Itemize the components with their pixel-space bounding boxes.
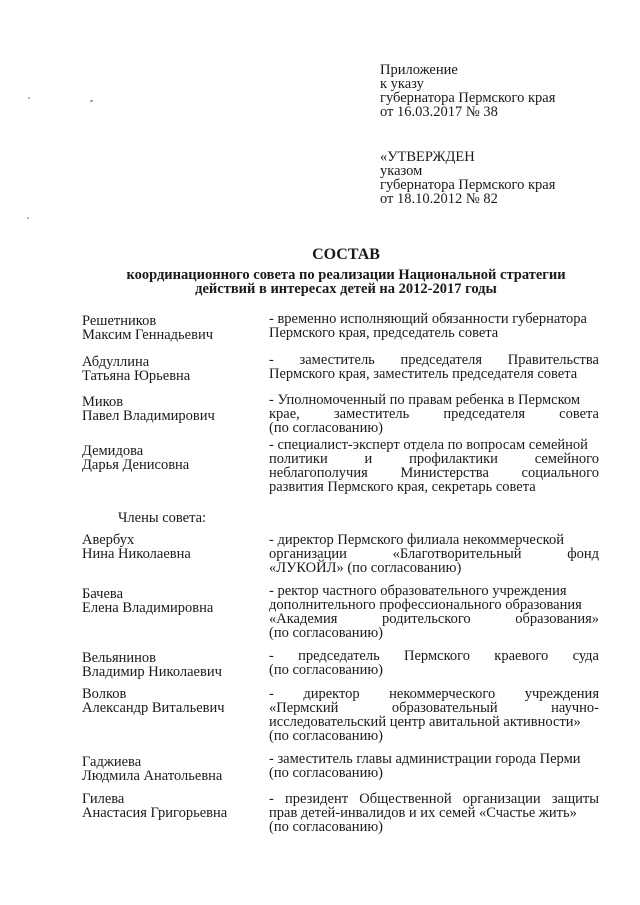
scan-speck [28,97,30,99]
person-name [82,792,227,820]
person-given-name: Дарья Денисовна [82,457,190,473]
person-role [269,649,599,677]
person-given-name: Нина Николаевна [82,546,191,562]
scan-speck [27,217,29,219]
person-name [82,444,189,472]
person-role [269,752,599,780]
person-role [269,792,599,834]
role-line: дополнительного профессионального образования [269,597,582,613]
role-line: - временно исполняющий обязанности губернатора [269,311,587,327]
document-title: СОСТАВ [312,246,380,263]
person-surname: Абдуллина [82,354,150,370]
person-given-name: Людмила Анатольевна [82,768,223,784]
person-name [82,687,225,715]
document-subtitle-line: действий в интересах детей на 2012-2017 годы [195,281,497,297]
appendix-line: к указу [380,76,424,92]
role-line: (по согласованию) [269,765,383,781]
person-given-name: Владимир Николаевич [82,664,222,680]
approved-line: «УТВЕРЖДЕН [380,149,475,165]
role-line: исследовательский центр авитальной активности» [269,714,581,730]
role-line: неблагополучия Министерства социального [269,465,599,481]
appendix-block [380,63,555,119]
role-line: (по согласованию) [269,420,383,436]
person-surname: Демидова [82,443,144,459]
role-line: - ректор частного образовательного учреждения [269,583,567,599]
appendix-line: губернатора Пермского края [380,90,556,106]
person-given-name: Павел Владимирович [82,408,215,424]
person-name [82,314,213,342]
person-surname: Авербух [82,532,135,548]
person-name [82,533,191,561]
role-line: политики и профилактики семейного [269,451,599,467]
person-surname: Вельянинов [82,650,157,666]
person-role [269,353,599,381]
person-given-name: Елена Владимировна [82,600,214,616]
role-line: (по согласованию) [269,625,383,641]
role-line: - заместитель председателя Правительства [269,352,599,368]
scan-speck [90,100,93,102]
role-line: (по согласованию) [269,819,383,835]
person-surname: Гилева [82,791,125,807]
approved-line: указом [380,163,423,179]
role-line: организации «Благотворительный фонд [269,546,599,562]
person-role [269,312,599,340]
role-line: крае, заместитель председателя совета [269,406,599,422]
role-line: - председатель Пермского краевого суда [269,648,599,664]
role-line: (по согласованию) [269,662,383,678]
role-line: - директор некоммерческого учреждения [269,686,599,702]
person-role [269,584,599,640]
person-name [82,651,222,679]
person-given-name: Анастасия Григорьевна [82,805,228,821]
role-line: «ЛУКОЙЛ» (по согласованию) [269,560,462,576]
person-surname: Миков [82,394,124,410]
role-line: прав детей-инвалидов и их семей «Счастье жить» [269,805,577,821]
role-line: «Академия родительского образования» [269,611,599,627]
role-line: Пермского края, председатель совета [269,325,499,341]
person-surname: Волков [82,686,127,702]
person-given-name: Максим Геннадьевич [82,327,214,343]
person-surname: Гаджиева [82,754,142,770]
role-line: - директор Пермского филиала некоммерческой [269,532,564,548]
person-name [82,587,213,615]
person-name [82,355,190,383]
approved-line: губернатора Пермского края [380,177,556,193]
role-line: - Уполномоченный по правам ребенка в Пермском [269,392,581,408]
document-subtitle-line: координационного совета по реализации Национальной стратегии [126,267,566,283]
person-role [269,687,599,743]
person-surname: Бачева [82,586,124,602]
role-line: (по согласованию) [269,728,383,744]
person-name [82,395,215,423]
appendix-line: Приложение [380,62,458,78]
person-name [82,755,222,783]
appendix-line: от 16.03.2017 № 38 [380,104,498,120]
person-role [269,533,599,575]
role-line: Пермского края, заместитель председателя совета [269,366,578,382]
members-heading: Члены совета: [118,510,207,526]
person-surname: Решетников [82,313,157,329]
approved-block [380,150,555,206]
role-line: - специалист-эксперт отдела по вопросам семейной [269,437,588,453]
role-line: - президент Общественной организации защиты [269,791,599,807]
person-role [269,393,599,435]
role-line: - заместитель главы администрации города Перми [269,751,581,767]
person-role [269,438,599,494]
person-given-name: Татьяна Юрьевна [82,368,191,384]
approved-line: от 18.10.2012 № 82 [380,191,498,207]
role-line: развития Пермского края, секретарь совета [269,479,536,495]
role-line: «Пермский образовательный научно- [269,700,599,716]
person-given-name: Александр Витальевич [82,700,225,716]
